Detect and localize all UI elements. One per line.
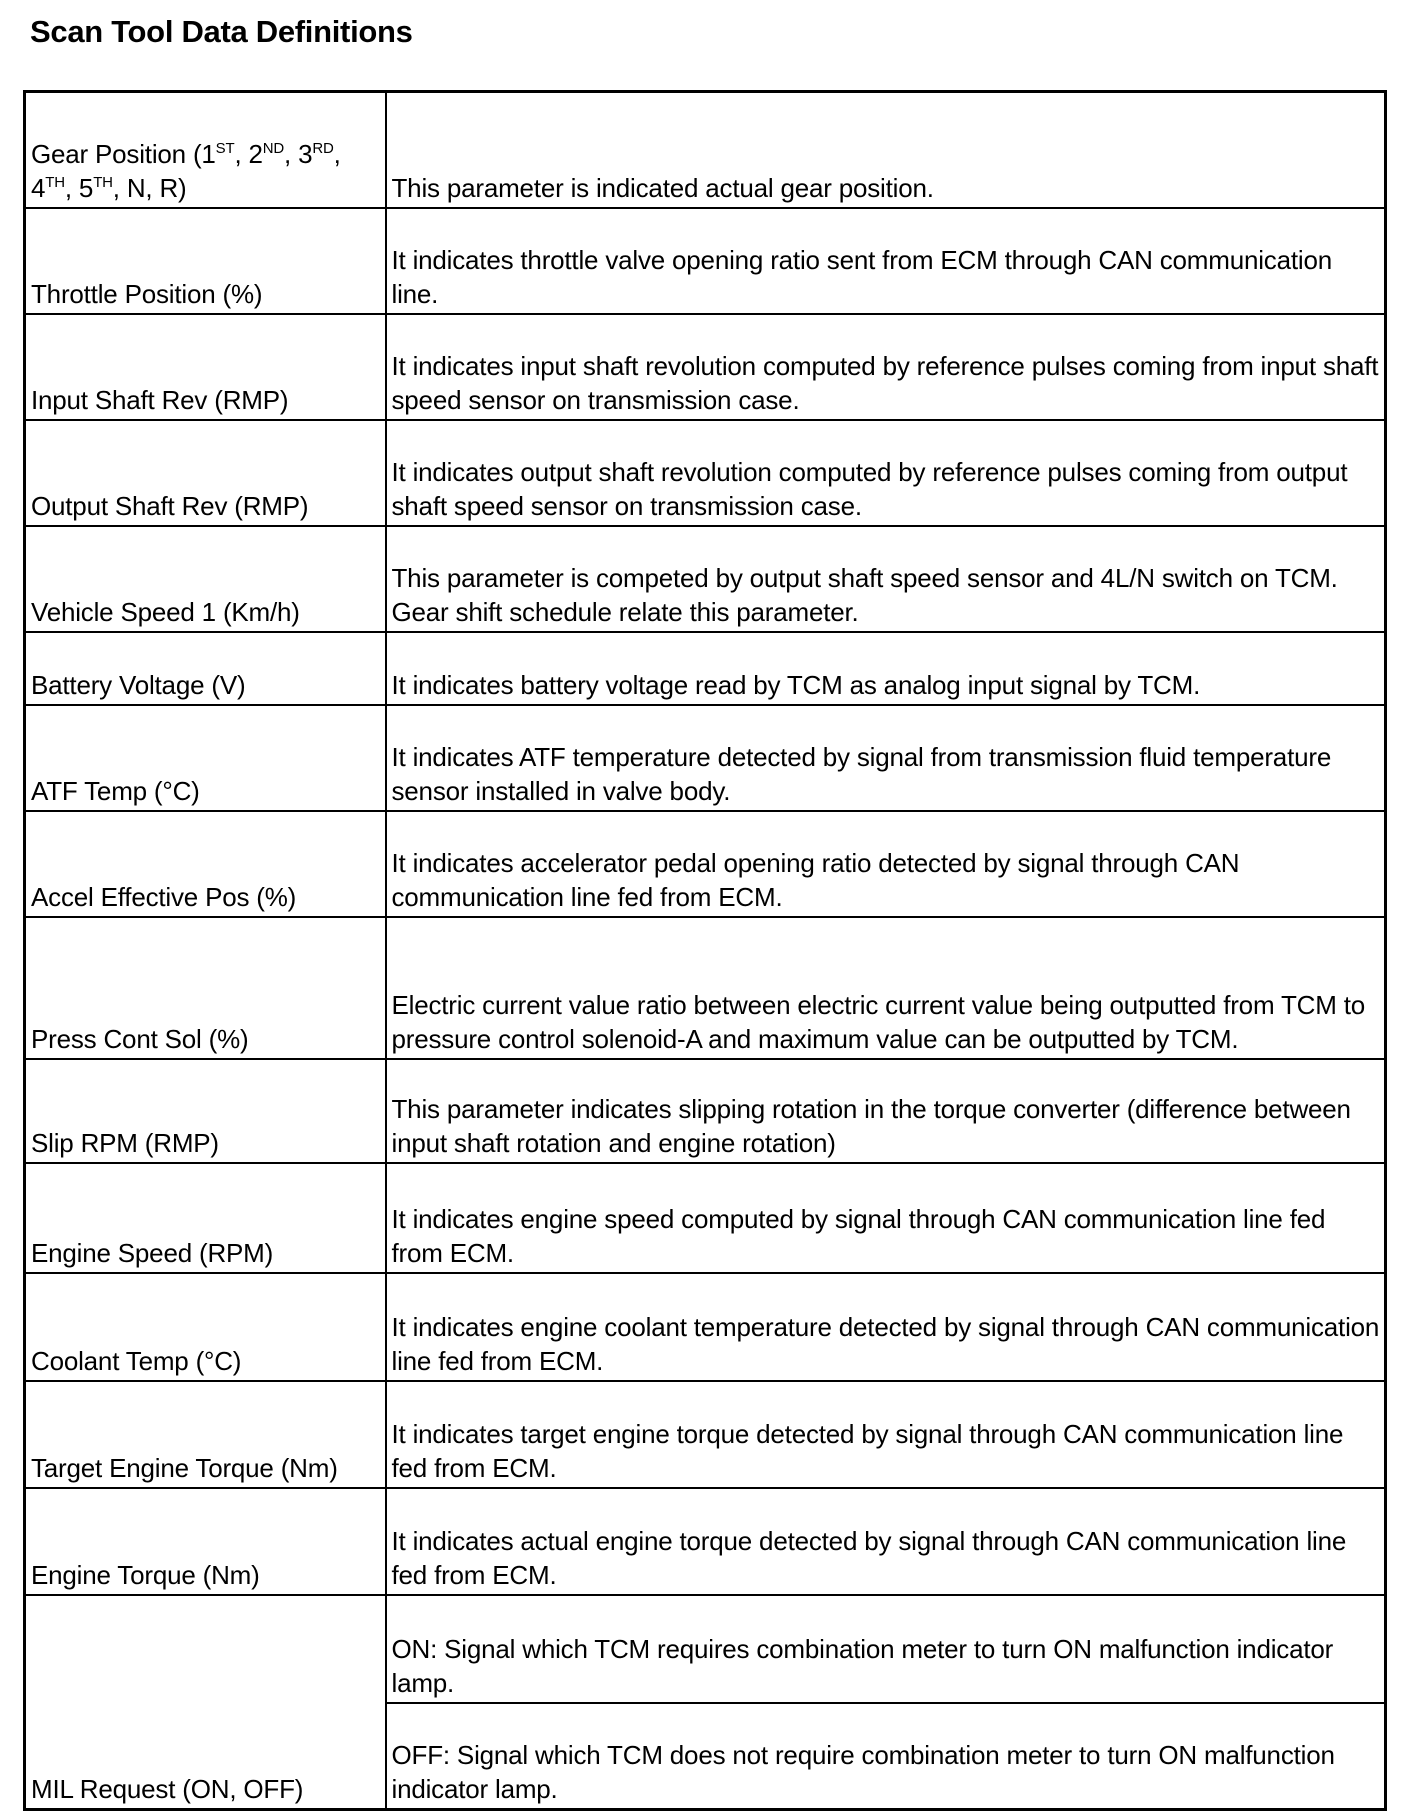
parameter-label: Coolant Temp (°C) [25,1273,386,1381]
table-row [25,1381,1386,1488]
parameter-label: Vehicle Speed 1 (Km/h) [25,526,386,632]
table-row [25,632,1386,705]
parameter-label [25,92,386,208]
table-row [25,1595,1386,1703]
table-row [25,1273,1386,1381]
table-row [25,314,1386,420]
gear-label-text: Gear Position (1 [31,138,216,169]
parameter-description: It indicates engine coolant temperature detected by signal through CAN communication line fed from ECM. [386,1273,1386,1381]
parameter-description: It indicates ATF temperature detected by signal from transmission fluid temperature sensor installed in valve body. [386,705,1386,811]
table-row [25,811,1386,917]
table-row [25,208,1386,314]
table-row [25,1488,1386,1595]
parameter-label: MIL Request (ON, OFF) [25,1595,386,1810]
table-row [25,92,1386,208]
table-row [25,917,1386,1059]
table-row [25,1059,1386,1163]
parameter-description: It indicates engine speed computed by signal through CAN communication line fed from ECM. [386,1163,1386,1273]
table-row [25,526,1386,632]
table-row [25,705,1386,811]
parameter-label: Output Shaft Rev (RMP) [25,420,386,526]
superscript: ST [215,139,235,157]
gear-label-text: , N, R) [112,172,187,203]
parameter-description: This parameter is indicated actual gear position. [386,92,1386,208]
parameter-description: It indicates accelerator pedal opening ratio detected by signal through CAN communication line fed from ECM. [386,811,1386,917]
parameter-label: Press Cont Sol (%) [25,917,386,1059]
table-row [25,1163,1386,1273]
parameter-label: Engine Speed (RPM) [25,1163,386,1273]
parameter-label: Input Shaft Rev (RMP) [25,314,386,420]
parameter-label: Battery Voltage (V) [25,632,386,705]
parameter-description: It indicates throttle valve opening ratio sent from ECM through CAN communication line. [386,208,1386,314]
page-title: Scan Tool Data Definitions [30,14,413,49]
gear-label-text: , 2 [234,138,263,169]
gear-label-text: , 5 [64,172,94,203]
parameter-label: Throttle Position (%) [25,208,386,314]
table-row [25,420,1386,526]
parameter-description: Electric current value ratio between electric current value being outputted from TCM to pressure control solenoid-A and maximum value can be outputted by TCM. [386,917,1386,1059]
parameter-description: It indicates output shaft revolution computed by reference pulses coming from output shaft speed sensor on transmission case. [386,420,1386,526]
superscript: TH [45,173,65,191]
superscript: RD [312,139,334,157]
parameter-description: ON: Signal which TCM requires combination meter to turn ON malfunction indicator lamp. [386,1595,1386,1703]
parameter-description: It indicates actual engine torque detected by signal through CAN communication line fed from ECM. [386,1488,1386,1595]
gear-label-text: , [333,138,341,169]
parameter-description: It indicates input shaft revolution computed by reference pulses coming from input shaft speed sensor on transmission case. [386,314,1386,420]
parameter-description: This parameter is competed by output shaft speed sensor and 4L/N switch on TCM. Gear shift schedule relate this parameter. [386,526,1386,632]
definitions-table [23,90,1387,1811]
superscript: TH [93,173,113,191]
gear-label-text: , 3 [284,138,313,169]
gear-label-text: 4 [31,172,46,203]
superscript: ND [262,139,285,157]
parameter-label: Engine Torque (Nm) [25,1488,386,1595]
parameter-description: This parameter indicates slipping rotation in the torque converter (difference between input shaft rotation and engine rotation) [386,1059,1386,1163]
parameter-description: OFF: Signal which TCM does not require combination meter to turn ON malfunction indicator lamp. [386,1703,1386,1810]
parameter-label: ATF Temp (°C) [25,705,386,811]
parameter-description: It indicates target engine torque detected by signal through CAN communication line fed from ECM. [386,1381,1386,1488]
parameter-label: Target Engine Torque (Nm) [25,1381,386,1488]
parameter-label: Slip RPM (RMP) [25,1059,386,1163]
parameter-description: It indicates battery voltage read by TCM as analog input signal by TCM. [386,632,1386,705]
parameter-label: Accel Effective Pos (%) [25,811,386,917]
